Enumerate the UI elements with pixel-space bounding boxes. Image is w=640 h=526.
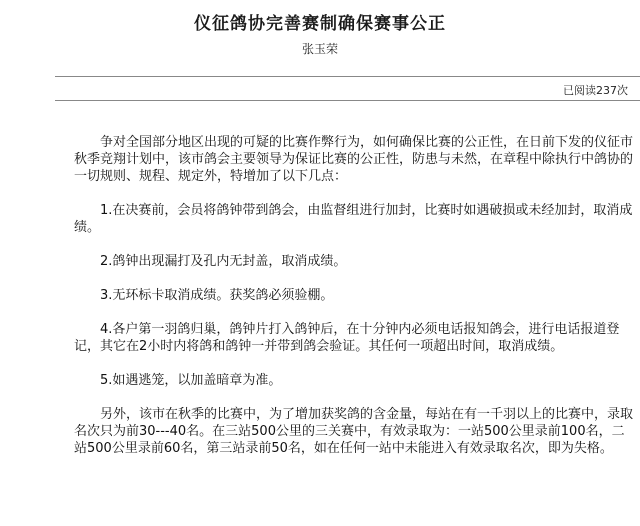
paragraph-intro: 争对全国部分地区出现的可疑的比赛作弊行为，如何确保比赛的公正性，在日前下发的仪征市秋季竞翔计划中，该市鸽会主要领导为保证比赛的公正性，防患与未然，在章程中除执行中鸽协的一切规则、规程、规定外，特增加了以下几点： [74,135,634,184]
rule-item-1: 1.在决赛前，会员将鸽钟带到鸽会，由监督组进行加封，比赛时如遇破损或未经加封，取消成绩。 [74,203,633,235]
divider-top [55,76,640,77]
rule-item-2: 2.鸽钟出现漏打及孔内无封盖，取消成绩。 [100,254,347,269]
article-body [74,134,634,474]
article-title: 仪征鸽协完善赛制确保赛事公正 [194,14,446,34]
rule-item-5: 5.如遇逃笼，以加盖暗章为准。 [100,373,282,388]
read-count: 已阅读237次 [563,84,628,97]
article-author: 张玉荣 [301,42,338,56]
rule-item-3: 3.无环标卡取消成绩。获奖鸽必须验棚。 [100,288,334,303]
rule-item-4: 4.各户第一羽鸽归巢，鸽钟片打入鸽钟后，在十分钟内必须电话报知鸽会，进行电话报道登记，其它在2小时内将鸽和鸽钟一并带到鸽会验证。其任何一项超出时间，取消成绩。 [74,322,620,354]
paragraph-additional: 另外，该市在秋季的比赛中，为了增加获奖鸽的含金量，每站在有一千羽以上的比赛中，录取名次只为前30---40名。在三站500公里的三关赛中，有效录取为：一站500公里录前100名，二站500公里录前60名，第三站录前50名，如在任何一站中未能进入有效录取名次，即为失格。 [74,407,634,456]
divider-bottom [55,100,640,101]
